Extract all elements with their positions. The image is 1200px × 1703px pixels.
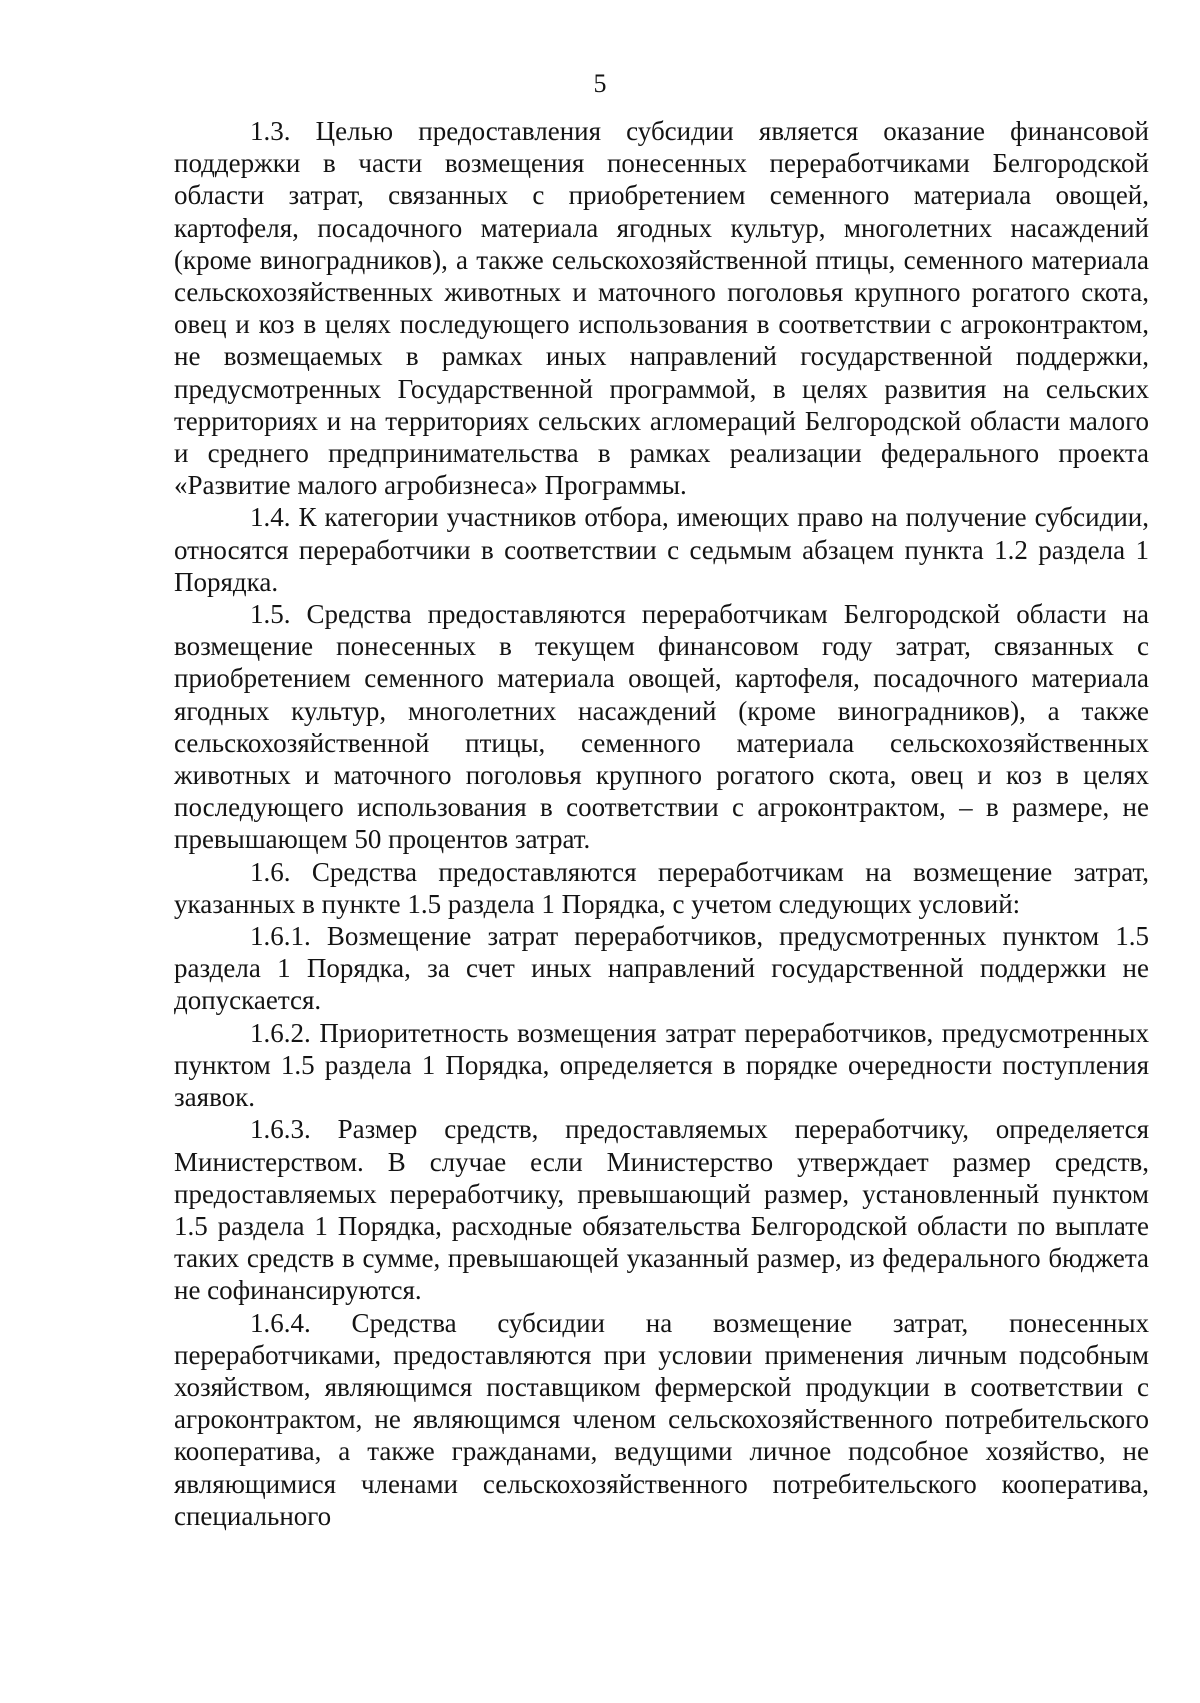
paragraph-1-6: 1.6. Средства предоставляются переработчикам на возмещение затрат, указанных в пункте 1.5 раздела 1 Порядка, с учетом следующих условий: (174, 856, 1149, 919)
paragraph-1-3: 1.3. Целью предоставления субсидии является оказание финансовой поддержки в части возмещения понесенных переработчиками Белгородской области затрат, связанных с приобретением семенного материала овощей, картофеля, посадочного материала ягодных культур, многолетних насаждений (кроме виноградников), а также сельскохозяйственной птицы, семенного материала сельскохозяйственных животных и маточного поголовья крупного рогатого скота, овец и коз в целях последующего использования в соответствии с агроконтрактом, не возмещаемых в рамках иных направлений государственной поддержки, предусмотренных Государственной программой, в целях развития на сельских территориях и на территориях сельских агломераций Белгородской области малого и среднего предпринимательства в рамках реализации федерального проекта «Развитие малого агробизнеса» Программы. (174, 116, 1149, 501)
paragraph-1-6-1: 1.6.1. Возмещение затрат переработчиков, предусмотренных пунктом 1.5 раздела 1 Порядка, за счет иных направлений государственной поддержки не допускается. (174, 921, 1149, 1016)
page-number: 5 (593, 69, 607, 98)
paragraph-1-6-2: 1.6.2. Приоритетность возмещения затрат переработчиков, предусмотренных пунктом 1.5 раздела 1 Порядка, определяется в порядке очередности поступления заявок. (174, 1017, 1149, 1113)
paragraph-1-4: 1.4. К категории участников отбора, имеющих право на получение субсидии, относятся переработчики в соответствии с седьмым абзацем пункта 1.2 раздела 1 Порядка. (174, 502, 1149, 597)
paragraph-1-6-3: 1.6.3. Размер средств, предоставляемых переработчику, определяется Министерством. В случае если Министерство утверждает размер средств, предоставляемых переработчику, превышающий размер, установленный пунктом 1.5 раздела 1 Порядка, расходные обязательства Белгородской области по выплате таких средств в сумме, превышающей указанный размер, из федерального бюджета не софинансируются. (174, 1114, 1149, 1306)
document-body (174, 115, 1149, 1532)
paragraph-1-5: 1.5. Средства предоставляются переработчикам Белгородской области на возмещение понесенных в текущем финансовом году затрат, связанных с приобретением семенного материала овощей, картофеля, посадочного материала ягодных культур, многолетних насаждений (кроме виноградников), а также сельскохозяйственной птицы, семенного материала сельскохозяйственных животных и маточного поголовья крупного рогатого скота, овец и коз в целях последующего использования в соответствии с агроконтрактом, – в размере, не превышающем 50 процентов затрат. (174, 599, 1149, 855)
paragraph-1-6-4: 1.6.4. Средства субсидии на возмещение затрат, понесенных переработчиками, предоставляются при условии применения личным подсобным хозяйством, являющимся поставщиком фермерской продукции в соответствии с агроконтрактом, не являющимся членом сельскохозяйственного потребительского кооператива, а также гражданами, ведущими личное подсобное хозяйство, не являющимися членами сельскохозяйственного потребительского кооператива, специального (174, 1307, 1149, 1531)
